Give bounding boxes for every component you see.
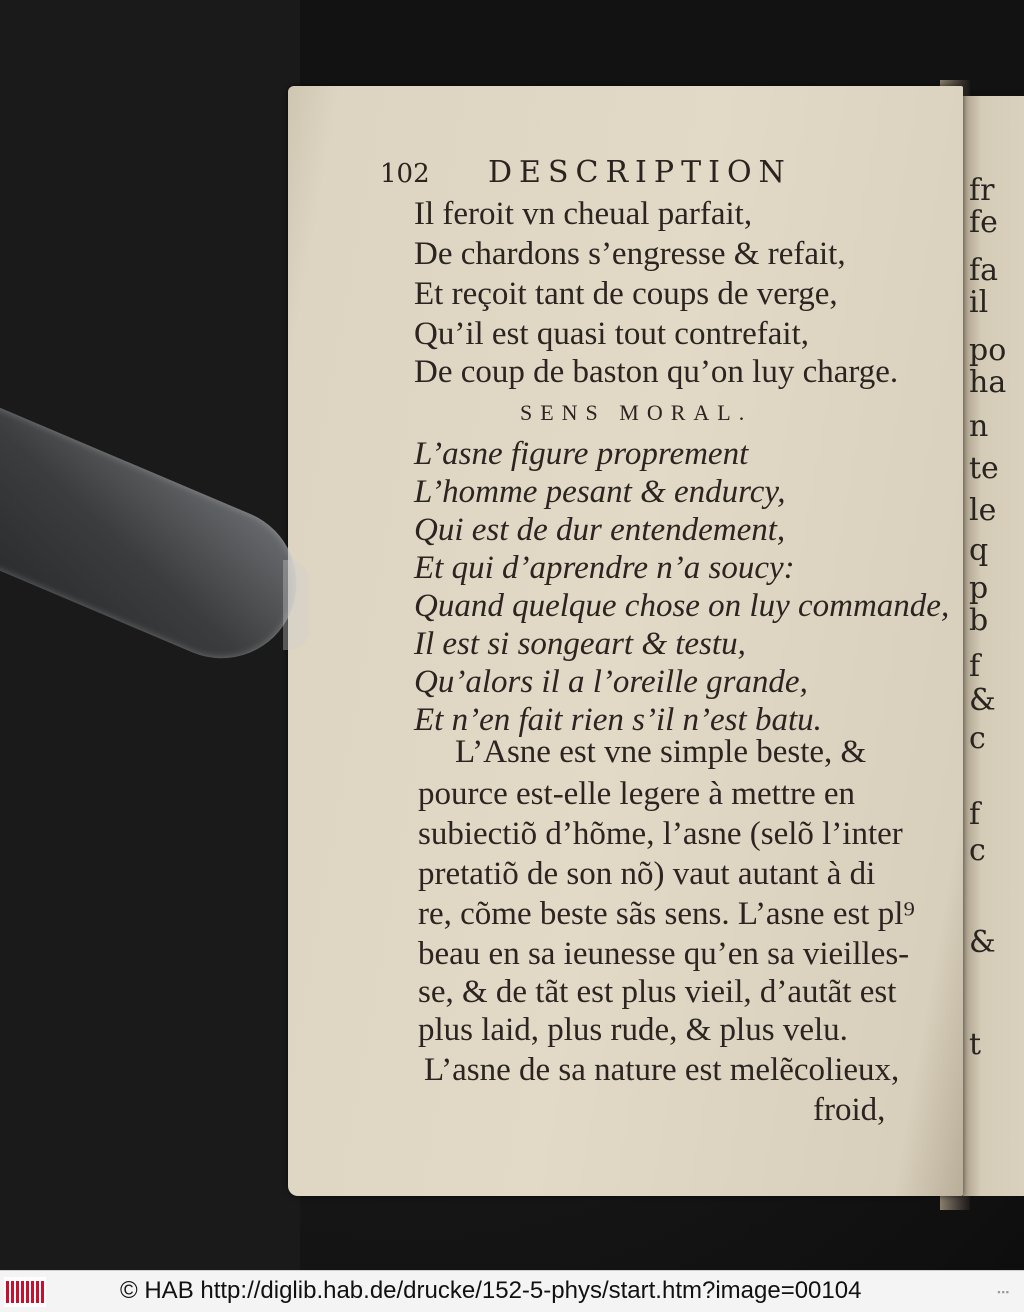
facing-page-fragment: po [969, 333, 1007, 368]
verse-line: Quand quelque chose on luy commande, [414, 588, 950, 624]
facing-page-fragment: fe [969, 205, 998, 240]
top-shadow [300, 0, 1024, 90]
running-title: DESCRIPTION [488, 155, 792, 190]
facing-page-fragment: n [969, 409, 989, 444]
facing-page-fragment: b [969, 603, 989, 638]
facing-page-fragment: & [969, 683, 996, 718]
verse-line: Et n’en fait rien s’il n’est batu. [414, 702, 822, 738]
facing-page-fragment: t [969, 1027, 982, 1062]
section-heading: SENS MORAL. [520, 400, 753, 425]
facing-page-fragment: fa [969, 253, 998, 288]
prose-line: beau en sa ieunesse qu’en sa vieilles- [418, 936, 910, 972]
verse-line: Qu’alors il a l’oreille grande, [414, 664, 808, 700]
facing-page-fragment: ha [969, 365, 1007, 400]
verse-line: Qu’il est quasi tout contrefait, [414, 316, 809, 352]
page-header [380, 155, 820, 195]
prose-line: se, & de tãt est plus vieil, d’autãt est [418, 974, 897, 1010]
page-number: 102 [380, 159, 430, 189]
prose-line: re, cõme beste sãs sens. L’asne est pl⁹ [418, 896, 915, 932]
hab-logo-icon [4, 1277, 46, 1307]
verse-line: Qui est de dur entendement, [414, 512, 786, 548]
verse-line: L’homme pesant & endurcy, [414, 474, 786, 510]
bookmark-tip [283, 560, 309, 650]
prose-line: pretatiõ de son nõ) vaut autant à di [418, 856, 876, 892]
facing-page-fragment: le [969, 493, 997, 528]
facing-page-fragment: & [969, 925, 996, 960]
catchword: froid, [813, 1092, 886, 1128]
verse-line: De coup de baston qu’on luy charge. [414, 354, 899, 390]
facing-page-fragment: c [969, 833, 986, 868]
prose-line: L’asne de sa nature est melẽcolieux, [424, 1052, 900, 1088]
prose-line: subiectiõ d’hõme, l’asne (selõ l’inter [418, 816, 903, 852]
corner-mark: ▪▪▪ [997, 1287, 1010, 1297]
facing-page-fragment: f [969, 649, 981, 684]
facing-page-fragment: fr [969, 173, 995, 208]
facing-page-fragment: c [969, 721, 986, 756]
verse-line: Et qui d’aprendre n’a soucy: [414, 550, 795, 586]
facing-page-fragment: q [969, 533, 989, 568]
verse-line: De chardons s’engresse & refait, [414, 236, 846, 272]
verse-line: Et reçoit tant de coups de verge, [414, 276, 838, 312]
verse-line: Il est si songeart & testu, [414, 626, 746, 662]
prose-line: plus laid, plus rude, & plus velu. [418, 1012, 848, 1048]
facing-page-fragment: il [969, 285, 989, 320]
verse-line: Il feroit vn cheual parfait, [414, 196, 753, 232]
facing-page-fragment: f [969, 797, 981, 832]
copyright-link[interactable]: © HAB http://diglib.hab.de/drucke/152-5-phys/start.htm?image=00104 [120, 1277, 862, 1304]
prose-line: pource est-elle legere à mettre en [418, 776, 855, 812]
facing-page-fragment: te [969, 451, 999, 486]
prose-line: L’Asne est vne simple beste, & [455, 734, 867, 770]
facing-page-fragment: p [969, 571, 989, 606]
viewer-footer [0, 1270, 1024, 1312]
verse-line: L’asne figure proprement [414, 436, 749, 472]
facing-page [963, 96, 1024, 1196]
